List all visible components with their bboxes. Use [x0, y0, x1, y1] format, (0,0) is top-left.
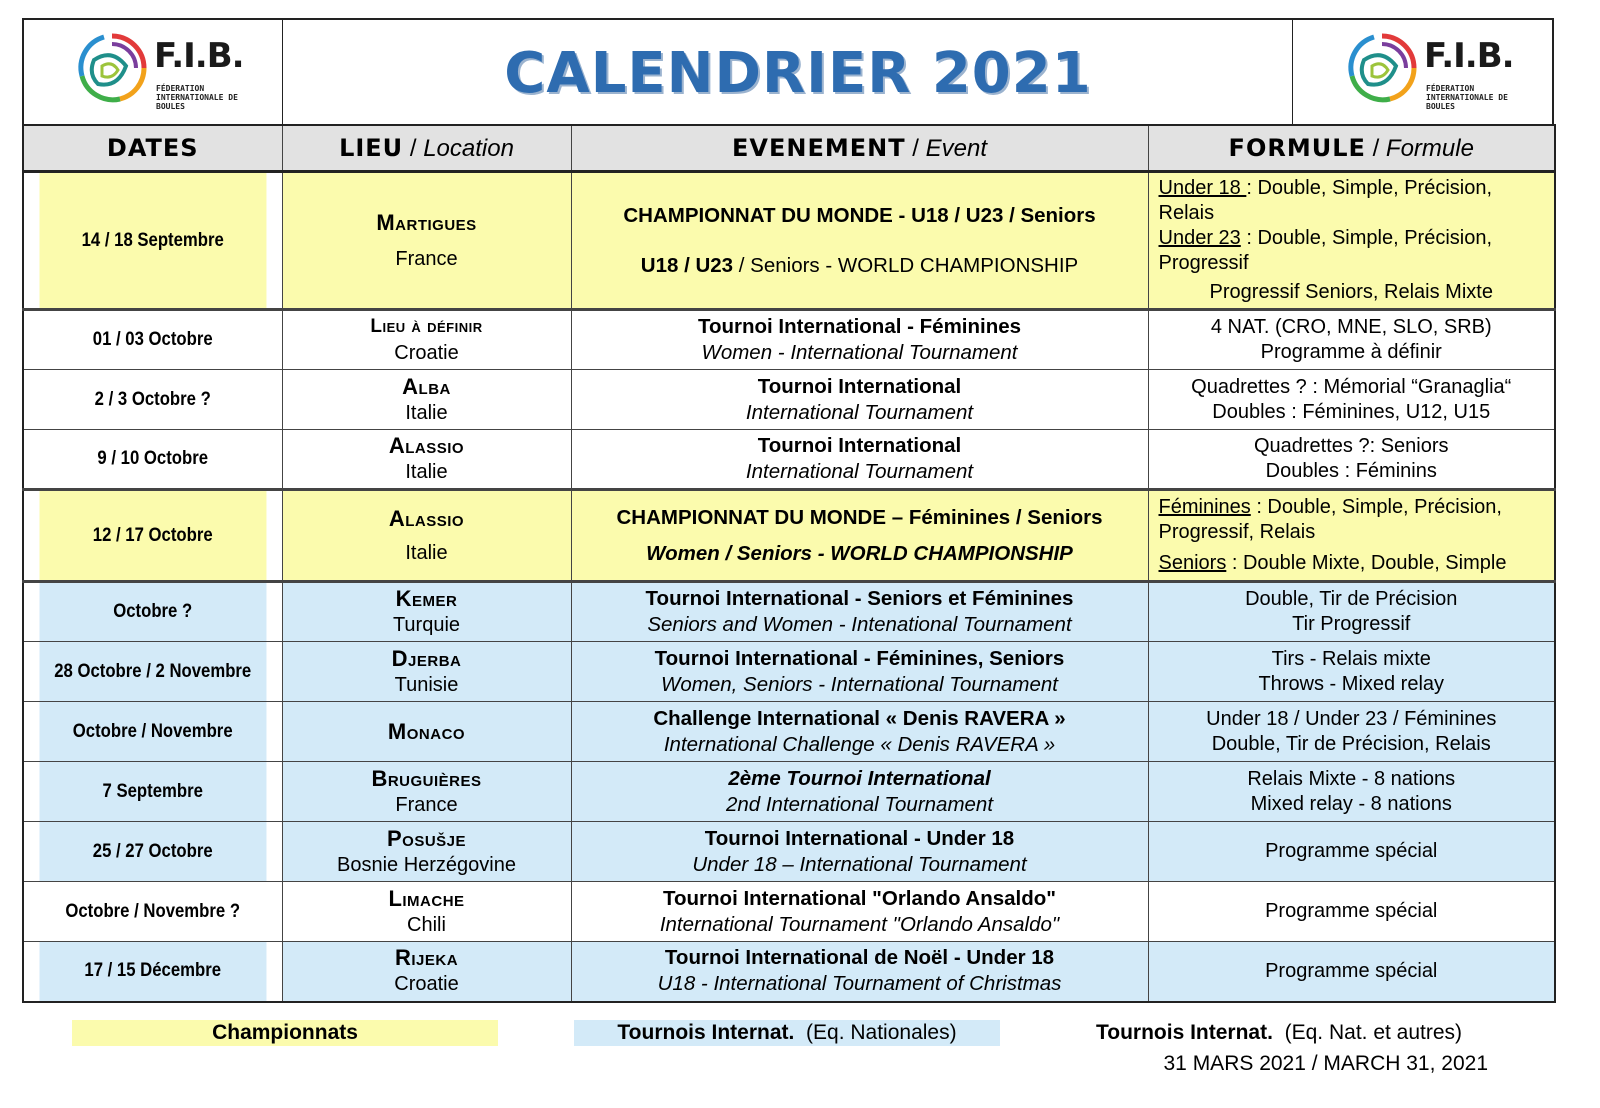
- publication-date: 31 MARS 2021 / MARCH 31, 2021: [1163, 1052, 1488, 1075]
- event-format: [1148, 762, 1555, 822]
- header-divider: [282, 20, 283, 124]
- event-format: [1148, 430, 1555, 490]
- table-row: [23, 370, 1555, 430]
- calendar-header: [22, 18, 1554, 124]
- format-line: Quadrettes ? : Mémorial “Granaglia“: [1191, 375, 1512, 398]
- format-line: Programme à définir: [1260, 341, 1442, 363]
- format-line: Quadrettes ?: Seniors: [1253, 435, 1449, 457]
- format-line: Throws - Mixed relay: [1258, 672, 1445, 695]
- event-name-en: International Tournament "Orlando Ansaldo": [659, 912, 1060, 936]
- location-city: Bruguières: [371, 765, 482, 791]
- location-country: Chili: [407, 913, 446, 936]
- event-format: [1148, 582, 1555, 642]
- event-name: [571, 642, 1148, 702]
- event-name-fr: Tournoi International - Under 18: [704, 826, 1015, 850]
- event-name-fr: Tournoi International - Féminines, Seniors: [654, 646, 1065, 670]
- event-format: [1148, 882, 1555, 942]
- event-format: [1148, 942, 1555, 1002]
- location-country: Croatie: [394, 342, 459, 364]
- column-header-lieu: LIEU / Location: [282, 125, 571, 172]
- location-city: Kemer: [395, 586, 458, 611]
- fib-emblem-icon: [1344, 30, 1420, 106]
- table-row: [23, 582, 1555, 642]
- location-city: Alassio: [388, 505, 465, 531]
- location-city: Alassio: [388, 433, 465, 458]
- event-location: [282, 430, 571, 490]
- event-date: 17 / 15 Décembre: [39, 942, 267, 1002]
- event-name-fr: Tournoi International: [757, 434, 962, 457]
- event-date: 25 / 27 Octobre: [39, 822, 267, 882]
- event-name: [571, 490, 1148, 582]
- location-city: Posušje: [386, 825, 467, 851]
- location-city: Limache: [388, 885, 465, 911]
- page-title: CALENDRIER 2021: [504, 40, 1092, 106]
- event-name: [571, 822, 1148, 882]
- event-date: 12 / 17 Octobre: [39, 490, 267, 582]
- format-line: Doubles : Féminines, U12, U15: [1212, 400, 1491, 423]
- event-name-en: International Tournament: [745, 400, 974, 424]
- location-country: Turquie: [392, 614, 461, 636]
- format-line: Programme spécial: [1265, 959, 1438, 982]
- event-location: [282, 370, 571, 430]
- format-line: Tir Progressif: [1292, 613, 1411, 635]
- table-row: [23, 822, 1555, 882]
- format-line: Seniors : Double Mixte, Double, Simple: [1158, 552, 1507, 574]
- location-city: Rijeka: [394, 945, 459, 971]
- legend-tournaments-other: [1096, 1020, 1516, 1046]
- format-line: Mixed relay - 8 nations: [1250, 792, 1452, 815]
- location-city: Alba: [402, 373, 451, 399]
- event-name-fr: CHAMPIONNAT DU MONDE – Féminines / Seniors: [616, 505, 1103, 529]
- event-date: 28 Octobre / 2 Novembre: [39, 642, 267, 702]
- event-name-en: Women - International Tournament: [701, 341, 1018, 364]
- legend-tournaments-label: Tournois Internat.: [1096, 1021, 1273, 1044]
- event-location: [282, 942, 571, 1002]
- event-location: [282, 582, 571, 642]
- legend-championships: [72, 1020, 498, 1046]
- format-line: Tirs - Relais mixte: [1271, 647, 1431, 670]
- location-country: Italie: [405, 541, 448, 564]
- event-name: [571, 430, 1148, 490]
- format-line: Programme spécial: [1265, 900, 1438, 922]
- event-name-en: Seniors and Women - Intenational Tournament: [647, 613, 1072, 636]
- legend-tournaments-note: (Eq. Nat. et autres): [1284, 1021, 1463, 1044]
- format-line: Under 18 : Double, Simple, Précision, Relais: [1158, 177, 1493, 224]
- legend-tournaments-note: (Eq. Nationales): [806, 1021, 957, 1044]
- event-format: [1148, 822, 1555, 882]
- table-row: [23, 762, 1555, 822]
- event-name-fr: Tournoi International de Noël - Under 18: [664, 946, 1055, 970]
- event-date: Octobre ?: [39, 582, 267, 642]
- logo-full-name: FÉDERATION INTERNATIONALE DE BOULES: [156, 84, 238, 111]
- legend-tournaments-national: [574, 1020, 1000, 1046]
- legend-tournaments-label: Tournois Internat.: [617, 1021, 795, 1044]
- event-name-fr: Tournoi International "Orlando Ansaldo": [663, 886, 1056, 910]
- location-country: Croatie: [394, 973, 459, 996]
- event-name: [571, 702, 1148, 762]
- event-name-fr: 2ème Tournoi International: [728, 766, 991, 790]
- format-line: 4 NAT. (CRO, MNE, SLO, SRB): [1210, 316, 1492, 338]
- event-date: 2 / 3 Octobre ?: [39, 370, 267, 430]
- table-row: [23, 172, 1555, 310]
- event-format: [1148, 642, 1555, 702]
- event-name-en: Under 18 – International Tournament: [692, 852, 1027, 876]
- event-format: [1148, 490, 1555, 582]
- event-location: [282, 882, 571, 942]
- format-line: Doubles : Féminins: [1265, 460, 1437, 482]
- location-country: France: [395, 247, 458, 270]
- format-line: Relais Mixte - 8 nations: [1247, 767, 1456, 790]
- format-line: Under 18 / Under 23 / Féminines: [1206, 707, 1497, 730]
- legend-championships-label: Championnats: [212, 1021, 358, 1044]
- calendar-table: [22, 124, 1556, 1003]
- event-date: 14 / 18 Septembre: [39, 172, 267, 310]
- format-line: Double, Tir de Précision: [1245, 588, 1458, 610]
- column-header-formule: FORMULE / Formule: [1148, 125, 1555, 172]
- location-country: Italie: [405, 461, 448, 483]
- event-location: [282, 310, 571, 370]
- format-line: Under 23 : Double, Simple, Précision, Progressif: [1158, 227, 1493, 274]
- event-location: [282, 822, 571, 882]
- event-name: [571, 882, 1148, 942]
- location-country: Bosnie Herzégovine: [337, 853, 516, 876]
- event-location: [282, 172, 571, 310]
- table-row: [23, 642, 1555, 702]
- location-country: France: [395, 793, 458, 816]
- location-city: Lieu à définir: [370, 316, 483, 337]
- location-country: Italie: [405, 401, 448, 424]
- event-date: Octobre / Novembre: [39, 702, 267, 762]
- table-header-row: [23, 125, 1555, 172]
- event-name: [571, 762, 1148, 822]
- event-name: [571, 582, 1148, 642]
- table-row: [23, 310, 1555, 370]
- format-line: Programme spécial: [1265, 840, 1438, 862]
- event-name-fr: Tournoi International - Féminines: [697, 315, 1022, 338]
- logo-full-name: FÉDERATION INTERNATIONALE DE BOULES: [1426, 84, 1508, 111]
- table-row: [23, 430, 1555, 490]
- table-row: [23, 882, 1555, 942]
- event-location: [282, 490, 571, 582]
- event-name-en: U18 / U23 / Seniors - WORLD CHAMPIONSHIP: [640, 253, 1079, 277]
- table-row: [23, 490, 1555, 582]
- event-name: [571, 172, 1148, 310]
- logo-abbreviation: F.I.B.: [154, 36, 244, 76]
- event-name-en: International Tournament: [745, 460, 974, 483]
- event-name-en: Women, Seniors - International Tournament: [661, 672, 1058, 696]
- format-line: Progressif Seniors, Relais Mixte: [1209, 281, 1493, 303]
- table-row: [23, 702, 1555, 762]
- event-name-fr: CHAMPIONNAT DU MONDE - U18 / U23 / Seniors: [623, 203, 1096, 227]
- event-location: [282, 762, 571, 822]
- event-name-en: International Challenge « Denis RAVERA »: [663, 732, 1056, 756]
- event-name-fr: Tournoi International: [757, 374, 962, 398]
- format-line: Féminines : Double, Simple, Précision, Progressif, Relais: [1158, 496, 1502, 543]
- event-name-fr: Tournoi International - Seniors et Féminines: [645, 587, 1074, 610]
- event-name: [571, 942, 1148, 1002]
- event-name-en: Women / Seniors - WORLD CHAMPIONSHIP: [646, 541, 1073, 565]
- column-header-evenement: EVENEMENT / Event: [571, 125, 1148, 172]
- location-country: Tunisie: [394, 673, 459, 696]
- event-name-fr: Challenge International « Denis RAVERA »: [653, 706, 1066, 730]
- event-date: Octobre / Novembre ?: [39, 882, 267, 942]
- fib-logo-left: [74, 26, 244, 118]
- logo-abbreviation: F.I.B.: [1424, 36, 1514, 76]
- location-city: Djerba: [391, 645, 462, 671]
- event-location: [282, 642, 571, 702]
- format-line: Double, Tir de Précision, Relais: [1211, 732, 1491, 755]
- location-city: Monaco: [387, 719, 466, 744]
- event-name: [571, 370, 1148, 430]
- event-date: 01 / 03 Octobre: [39, 310, 267, 370]
- location-city: Martigues: [376, 209, 477, 235]
- fib-logo-right: [1344, 26, 1514, 118]
- fib-emblem-icon: [74, 30, 150, 106]
- event-name-en: 2nd International Tournament: [725, 792, 994, 816]
- event-location: [282, 702, 571, 762]
- event-format: [1148, 702, 1555, 762]
- event-name: [571, 310, 1148, 370]
- event-date: 7 Septembre: [39, 762, 267, 822]
- column-header-dates: DATES: [23, 125, 282, 172]
- event-name-en: U18 - International Tournament of Christmas: [657, 972, 1062, 996]
- event-format: [1148, 310, 1555, 370]
- event-date: 9 / 10 Octobre: [39, 430, 267, 490]
- table-row: [23, 942, 1555, 1002]
- event-format: [1148, 370, 1555, 430]
- event-format: [1148, 172, 1555, 310]
